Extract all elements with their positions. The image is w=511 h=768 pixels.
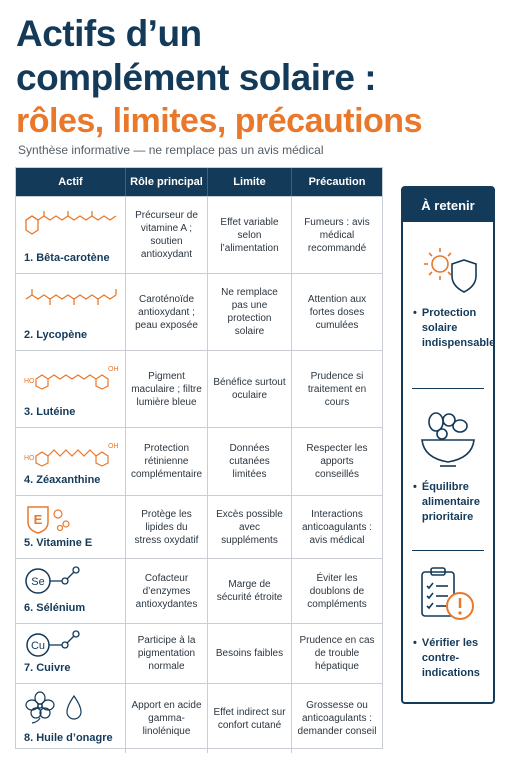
header-precaution: Précaution [308,176,366,188]
actif-name: 3. Lutéine [24,406,76,418]
selenium-icon [24,565,120,597]
svg-text:HO: HO [24,455,35,462]
caution-cell: Interactions anticoagulants : avis médical [301,508,373,546]
vitamin-e-icon [24,502,120,534]
actif-name: 5. Vitamine E [24,537,93,549]
copper-icon [24,630,120,660]
caution-cell: Prudence en cas de trouble hépatique [299,635,375,672]
limit-cell: Effet variable selon l’alimentation [208,197,292,273]
actif-name: 8. Huile d’onagre [24,732,113,744]
caution-cell: Fumeurs : avis médical recommandé [304,216,370,254]
table-row [16,623,382,683]
header-actif: Actif [16,168,126,196]
panel-item-diet [403,406,493,525]
table-header [16,168,382,196]
role-cell: Protection rétinienne complémentaire [126,428,208,495]
actif-name: 1. Bêta-carotène [24,252,110,264]
panel-divider [412,388,484,389]
panel-item-text: Protection solaire indispensable [421,307,496,349]
caution-cell: Prudence si traitement en cours [307,370,367,408]
limit-cell: Bénéfice surtout oculaire [208,351,292,427]
key-points-panel [401,186,495,704]
role-cell: Précurseur de vitamine A ; soutien antioxydant [126,197,208,273]
actif-name: 6. Sélénium [24,602,86,614]
caution-cell: Respecter les apports conseillés [306,443,368,480]
limit-cell: Marge de sécurité étroite [208,559,292,623]
limit-cell: Besoins faibles [208,624,292,683]
svg-text:HO: HO [24,378,35,385]
caution-cell: Grossesse ou anticoagulants : demander conseil [297,700,377,737]
lycopene-molecule-icon [24,280,120,320]
svg-text:Se: Se [31,576,45,588]
limit-cell: Excès possible avec suppléments [208,496,292,558]
panel-item-protection [403,242,496,351]
bullet: • [413,481,417,493]
title-line-3: rôles, limites, précautions [16,102,422,140]
title-line-1: Actifs d’un [16,13,202,54]
svg-text:Cu: Cu [30,640,46,652]
svg-text:OH: OH [108,443,119,450]
carotene-molecule-icon [24,203,120,243]
role-cell: Cofacteur d’enzymes antioxydantes [126,559,208,623]
actives-table [15,167,383,749]
svg-text:OH: OH [108,366,119,373]
salad-bowl-icon [403,406,493,470]
table-row [16,196,382,273]
page-title [16,12,496,142]
checklist-warning-icon [403,566,493,626]
table-row [16,350,382,427]
subtitle: Synthèse informative — ne remplace pas un avis médical [18,143,324,157]
actif-name: 4. Zéaxanthine [24,474,101,486]
limit-cell: Ne remplace pas une protection solaire [208,274,292,350]
table-row [16,273,382,350]
limit-cell: Données cutanées limitées [208,428,292,495]
lutein-molecule-icon [24,357,120,397]
sun-shield-icon [403,242,493,296]
panel-item-text: Vérifier les contre-indications [421,637,480,679]
role-cell: Participe à la pigmentation normale [126,624,208,683]
table-row [16,683,382,753]
panel-divider [412,550,484,551]
actif-name: 2. Lycopène [24,329,88,341]
panel-item-text: Équilibre alimentaire prioritaire [421,481,480,523]
role-cell: Pigment maculaire ; filtre lumière bleue [126,351,208,427]
header-limite: Limite [208,168,292,196]
panel-item-contraindications [403,566,493,681]
table-row [16,558,382,623]
title-line-2: complément solaire : [16,57,377,98]
actif-name: 7. Cuivre [24,662,71,674]
limit-cell: Effet indirect sur confort cutané [208,684,292,753]
zeaxanthin-molecule-icon [24,434,120,474]
evening-primrose-icon [24,690,120,724]
role-cell: Protège les lipides du stress oxydatif [126,496,208,558]
panel-title: À retenir [403,188,493,222]
header-role: Rôle principal [126,168,208,196]
bullet: • [413,637,417,649]
table-row [16,495,382,558]
caution-cell: Attention aux fortes doses cumulées [307,293,367,331]
svg-text:E: E [33,512,43,527]
role-cell: Apport en acide gamma-linolénique [126,684,208,753]
caution-cell: Éviter les doublons de compléments [307,572,367,610]
bullet: • [413,307,417,319]
role-cell: Caroténoïde antioxydant ; peau exposée [126,274,208,350]
table-row [16,427,382,495]
